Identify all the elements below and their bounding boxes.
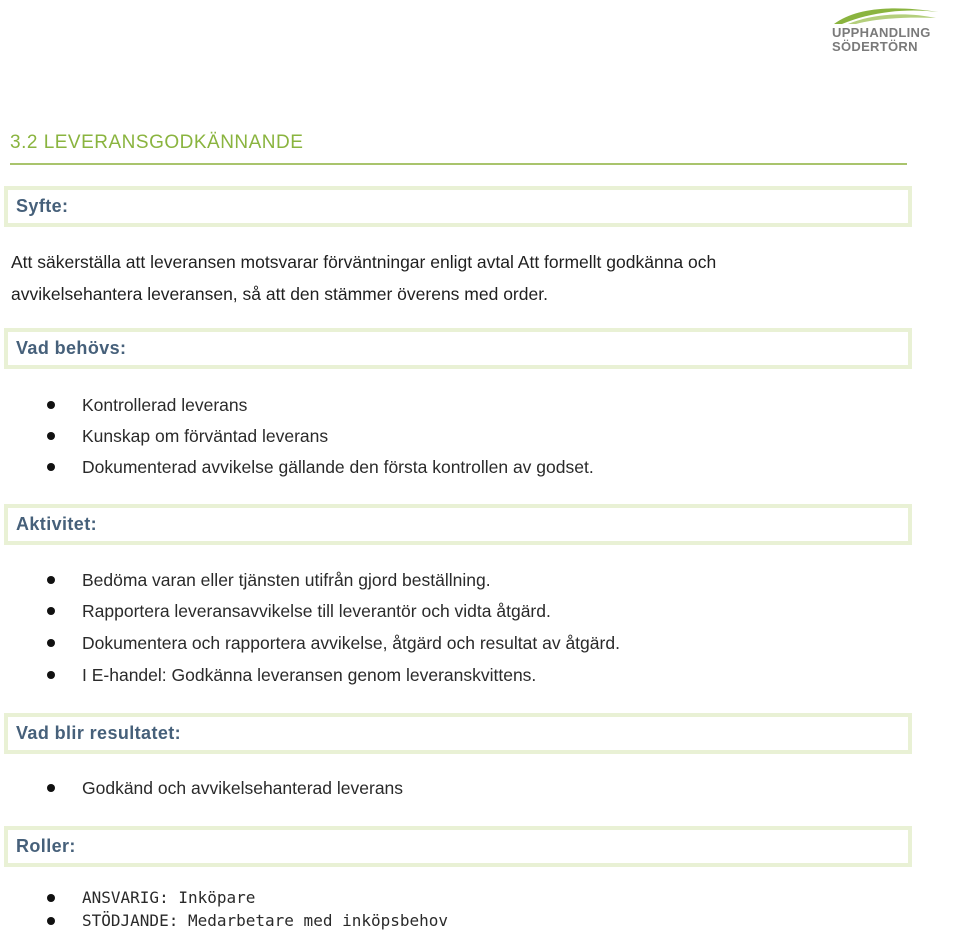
- list-item-text: STÖDJANDE: Medarbetare med inköpsbehov: [82, 911, 449, 930]
- leaf-swoosh-icon: [828, 4, 940, 26]
- roller-heading: Roller:: [16, 836, 76, 856]
- list-item: [0, 567, 900, 593]
- logo-text-line2: SÖDERTÖRN: [832, 39, 918, 54]
- aktivitet-heading-bar: [4, 504, 912, 545]
- bullet-icon: [47, 639, 55, 647]
- upphandling-sodertorn-logo: [828, 4, 940, 56]
- list-item: [0, 775, 900, 801]
- title-divider: [10, 163, 907, 165]
- list-item: [0, 630, 900, 656]
- bullet-icon: [47, 401, 55, 409]
- vad-behovs-heading-bar: [4, 328, 912, 369]
- list-item-text: Dokumenterad avvikelse gällande den första kontrollen av godset.: [82, 457, 594, 477]
- list-item-text: Dokumentera och rapportera avvikelse, åtgärd och resultat av åtgärd.: [82, 633, 620, 653]
- list-item: [0, 908, 900, 934]
- list-item: [0, 598, 900, 624]
- list-item: [0, 662, 900, 688]
- list-item-text: ANSVARIG: Inköpare: [82, 888, 256, 907]
- bullet-icon: [47, 894, 55, 902]
- bullet-icon: [47, 576, 55, 584]
- aktivitet-heading: Aktivitet:: [16, 514, 98, 534]
- resultat-heading-bar: [4, 713, 912, 754]
- bullet-icon: [47, 463, 55, 471]
- vad-behovs-heading: Vad behövs:: [16, 338, 127, 358]
- bullet-icon: [47, 432, 55, 440]
- section-title: 3.2 LEVERANSGODKÄNNANDE: [10, 132, 304, 153]
- roller-heading-bar: [4, 826, 912, 867]
- list-item-text: Kunskap om förväntad leverans: [82, 426, 329, 446]
- syfte-text-line1: Att säkerställa att leveransen motsvarar förväntningar enligt avtal Att formellt godkänna och: [11, 252, 717, 272]
- list-item-text: Rapportera leveransavvikelse till leverantör och vidta åtgärd.: [82, 601, 551, 621]
- bullet-icon: [47, 784, 55, 792]
- bullet-icon: [47, 917, 55, 925]
- syfte-heading-bar: [4, 186, 912, 227]
- list-item-text: Bedöma varan eller tjänsten utifrån gjord beställning.: [82, 570, 491, 590]
- syfte-heading: Syfte:: [16, 196, 69, 216]
- resultat-heading: Vad blir resultatet:: [16, 723, 182, 743]
- bullet-icon: [47, 607, 55, 615]
- list-item-text: Godkänd och avvikelsehanterad leverans: [82, 778, 404, 798]
- list-item-text: I E-handel: Godkänna leveransen genom leveranskvittens.: [82, 665, 537, 685]
- logo-text-line1: UPPHANDLING: [832, 25, 931, 40]
- list-item-text: Kontrollerad leverans: [82, 395, 248, 415]
- list-item: [0, 423, 900, 449]
- list-item: [0, 392, 900, 418]
- syfte-text-line2: avvikelsehantera leveransen, så att den stämmer överens med order.: [11, 284, 548, 304]
- bullet-icon: [47, 671, 55, 679]
- list-item: [0, 454, 900, 480]
